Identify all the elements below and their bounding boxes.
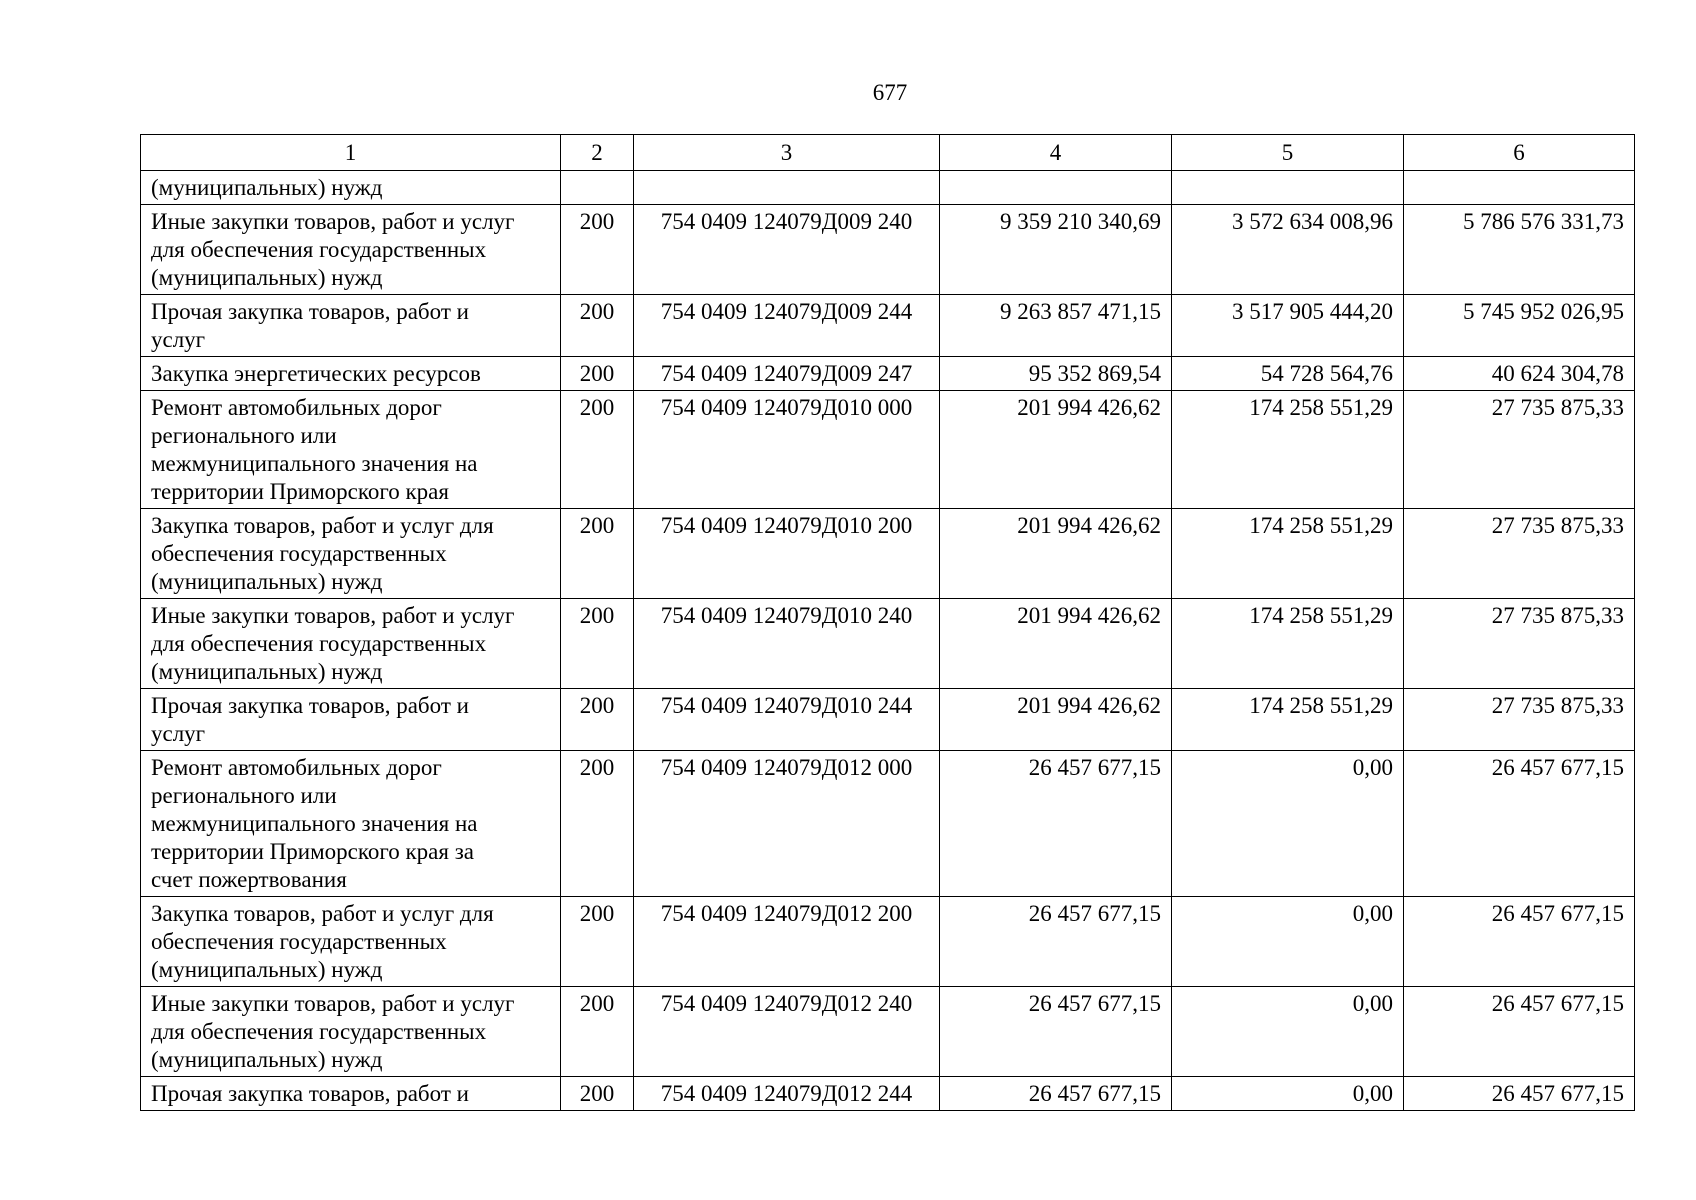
row-amount-cell: 174 258 551,29 [1172,391,1404,509]
budget-table [140,134,1635,1111]
row-amount-cell: 174 258 551,29 [1172,509,1404,599]
row-amount-cell: 5 745 952 026,95 [1404,295,1635,357]
row-amount-cell [1404,171,1635,205]
row-name-cell: Прочая закупка товаров, работ и [141,1077,561,1111]
row-amount-cell: 0,00 [1172,897,1404,987]
row-amount-cell: 9 263 857 471,15 [940,295,1172,357]
row-code-cell: 754 0409 124079Д012 000 [634,751,940,897]
row-code-cell: 754 0409 124079Д009 244 [634,295,940,357]
row-amount-cell: 201 994 426,62 [940,509,1172,599]
row-name-cell: Иные закупки товаров, работ и услуг для обеспечения государственных (муниципальных) нужд [141,205,561,295]
table-row [141,897,1635,987]
column-header: 5 [1172,135,1404,171]
table-row [141,751,1635,897]
table-row [141,689,1635,751]
row-amount-cell: 95 352 869,54 [940,357,1172,391]
row-amount-cell: 3 572 634 008,96 [1172,205,1404,295]
row-section-cell [561,171,634,205]
column-header: 6 [1404,135,1635,171]
table-row [141,391,1635,509]
row-amount-cell: 0,00 [1172,987,1404,1077]
row-section-cell: 200 [561,751,634,897]
row-amount-cell: 27 735 875,33 [1404,689,1635,751]
row-amount-cell [1172,171,1404,205]
row-name-cell: Ремонт автомобильных дорог регионального или межмуниципального значения на территории Приморского края за счет пожертвования [141,751,561,897]
row-code-cell: 754 0409 124079Д010 240 [634,599,940,689]
table-row [141,171,1635,205]
row-code-cell [634,171,940,205]
row-name-cell: Прочая закупка товаров, работ и услуг [141,689,561,751]
row-section-cell: 200 [561,295,634,357]
row-name-cell: Закупка энергетических ресурсов [141,357,561,391]
row-amount-cell: 174 258 551,29 [1172,599,1404,689]
row-amount-cell: 0,00 [1172,751,1404,897]
row-amount-cell: 9 359 210 340,69 [940,205,1172,295]
row-code-cell: 754 0409 124079Д010 200 [634,509,940,599]
table-row [141,1077,1635,1111]
row-amount-cell: 54 728 564,76 [1172,357,1404,391]
row-amount-cell: 26 457 677,15 [1404,987,1635,1077]
row-code-cell: 754 0409 124079Д012 200 [634,897,940,987]
row-amount-cell: 27 735 875,33 [1404,599,1635,689]
table-row [141,509,1635,599]
row-amount-cell [940,171,1172,205]
row-code-cell: 754 0409 124079Д009 240 [634,205,940,295]
table-row [141,295,1635,357]
column-header: 4 [940,135,1172,171]
row-section-cell: 200 [561,357,634,391]
row-amount-cell: 26 457 677,15 [940,987,1172,1077]
column-header: 3 [634,135,940,171]
row-amount-cell: 26 457 677,15 [1404,751,1635,897]
row-section-cell: 200 [561,897,634,987]
row-amount-cell: 26 457 677,15 [940,751,1172,897]
row-amount-cell: 0,00 [1172,1077,1404,1111]
table-row [141,357,1635,391]
page-number: 677 [872,80,908,105]
row-name-cell: Иные закупки товаров, работ и услуг для обеспечения государственных (муниципальных) нужд [141,987,561,1077]
row-section-cell: 200 [561,509,634,599]
table-body [141,171,1635,1111]
row-amount-cell: 201 994 426,62 [940,391,1172,509]
row-code-cell: 754 0409 124079Д012 244 [634,1077,940,1111]
row-name-cell: Ремонт автомобильных дорог регионального или межмуниципального значения на территории Приморского края [141,391,561,509]
row-amount-cell: 5 786 576 331,73 [1404,205,1635,295]
row-amount-cell: 26 457 677,15 [940,897,1172,987]
row-amount-cell: 26 457 677,15 [1404,897,1635,987]
table-row [141,205,1635,295]
row-section-cell: 200 [561,205,634,295]
table-row [141,987,1635,1077]
row-code-cell: 754 0409 124079Д010 244 [634,689,940,751]
row-amount-cell: 27 735 875,33 [1404,391,1635,509]
table-row [141,599,1635,689]
row-amount-cell: 26 457 677,15 [940,1077,1172,1111]
row-name-cell: Закупка товаров, работ и услуг для обеспечения государственных (муниципальных) нужд [141,897,561,987]
row-amount-cell: 40 624 304,78 [1404,357,1635,391]
row-amount-cell: 174 258 551,29 [1172,689,1404,751]
table-header-row [141,135,1635,171]
row-section-cell: 200 [561,987,634,1077]
row-amount-cell: 3 517 905 444,20 [1172,295,1404,357]
row-amount-cell: 26 457 677,15 [1404,1077,1635,1111]
row-name-cell: Прочая закупка товаров, работ и услуг [141,295,561,357]
row-name-cell: (муниципальных) нужд [141,171,561,205]
row-amount-cell: 27 735 875,33 [1404,509,1635,599]
row-amount-cell: 201 994 426,62 [940,689,1172,751]
column-header: 2 [561,135,634,171]
row-section-cell: 200 [561,391,634,509]
row-code-cell: 754 0409 124079Д012 240 [634,987,940,1077]
row-code-cell: 754 0409 124079Д009 247 [634,357,940,391]
row-section-cell: 200 [561,1077,634,1111]
row-amount-cell: 201 994 426,62 [940,599,1172,689]
row-section-cell: 200 [561,689,634,751]
row-name-cell: Иные закупки товаров, работ и услуг для обеспечения государственных (муниципальных) нужд [141,599,561,689]
column-header: 1 [141,135,561,171]
row-code-cell: 754 0409 124079Д010 000 [634,391,940,509]
row-section-cell: 200 [561,599,634,689]
row-name-cell: Закупка товаров, работ и услуг для обеспечения государственных (муниципальных) нужд [141,509,561,599]
